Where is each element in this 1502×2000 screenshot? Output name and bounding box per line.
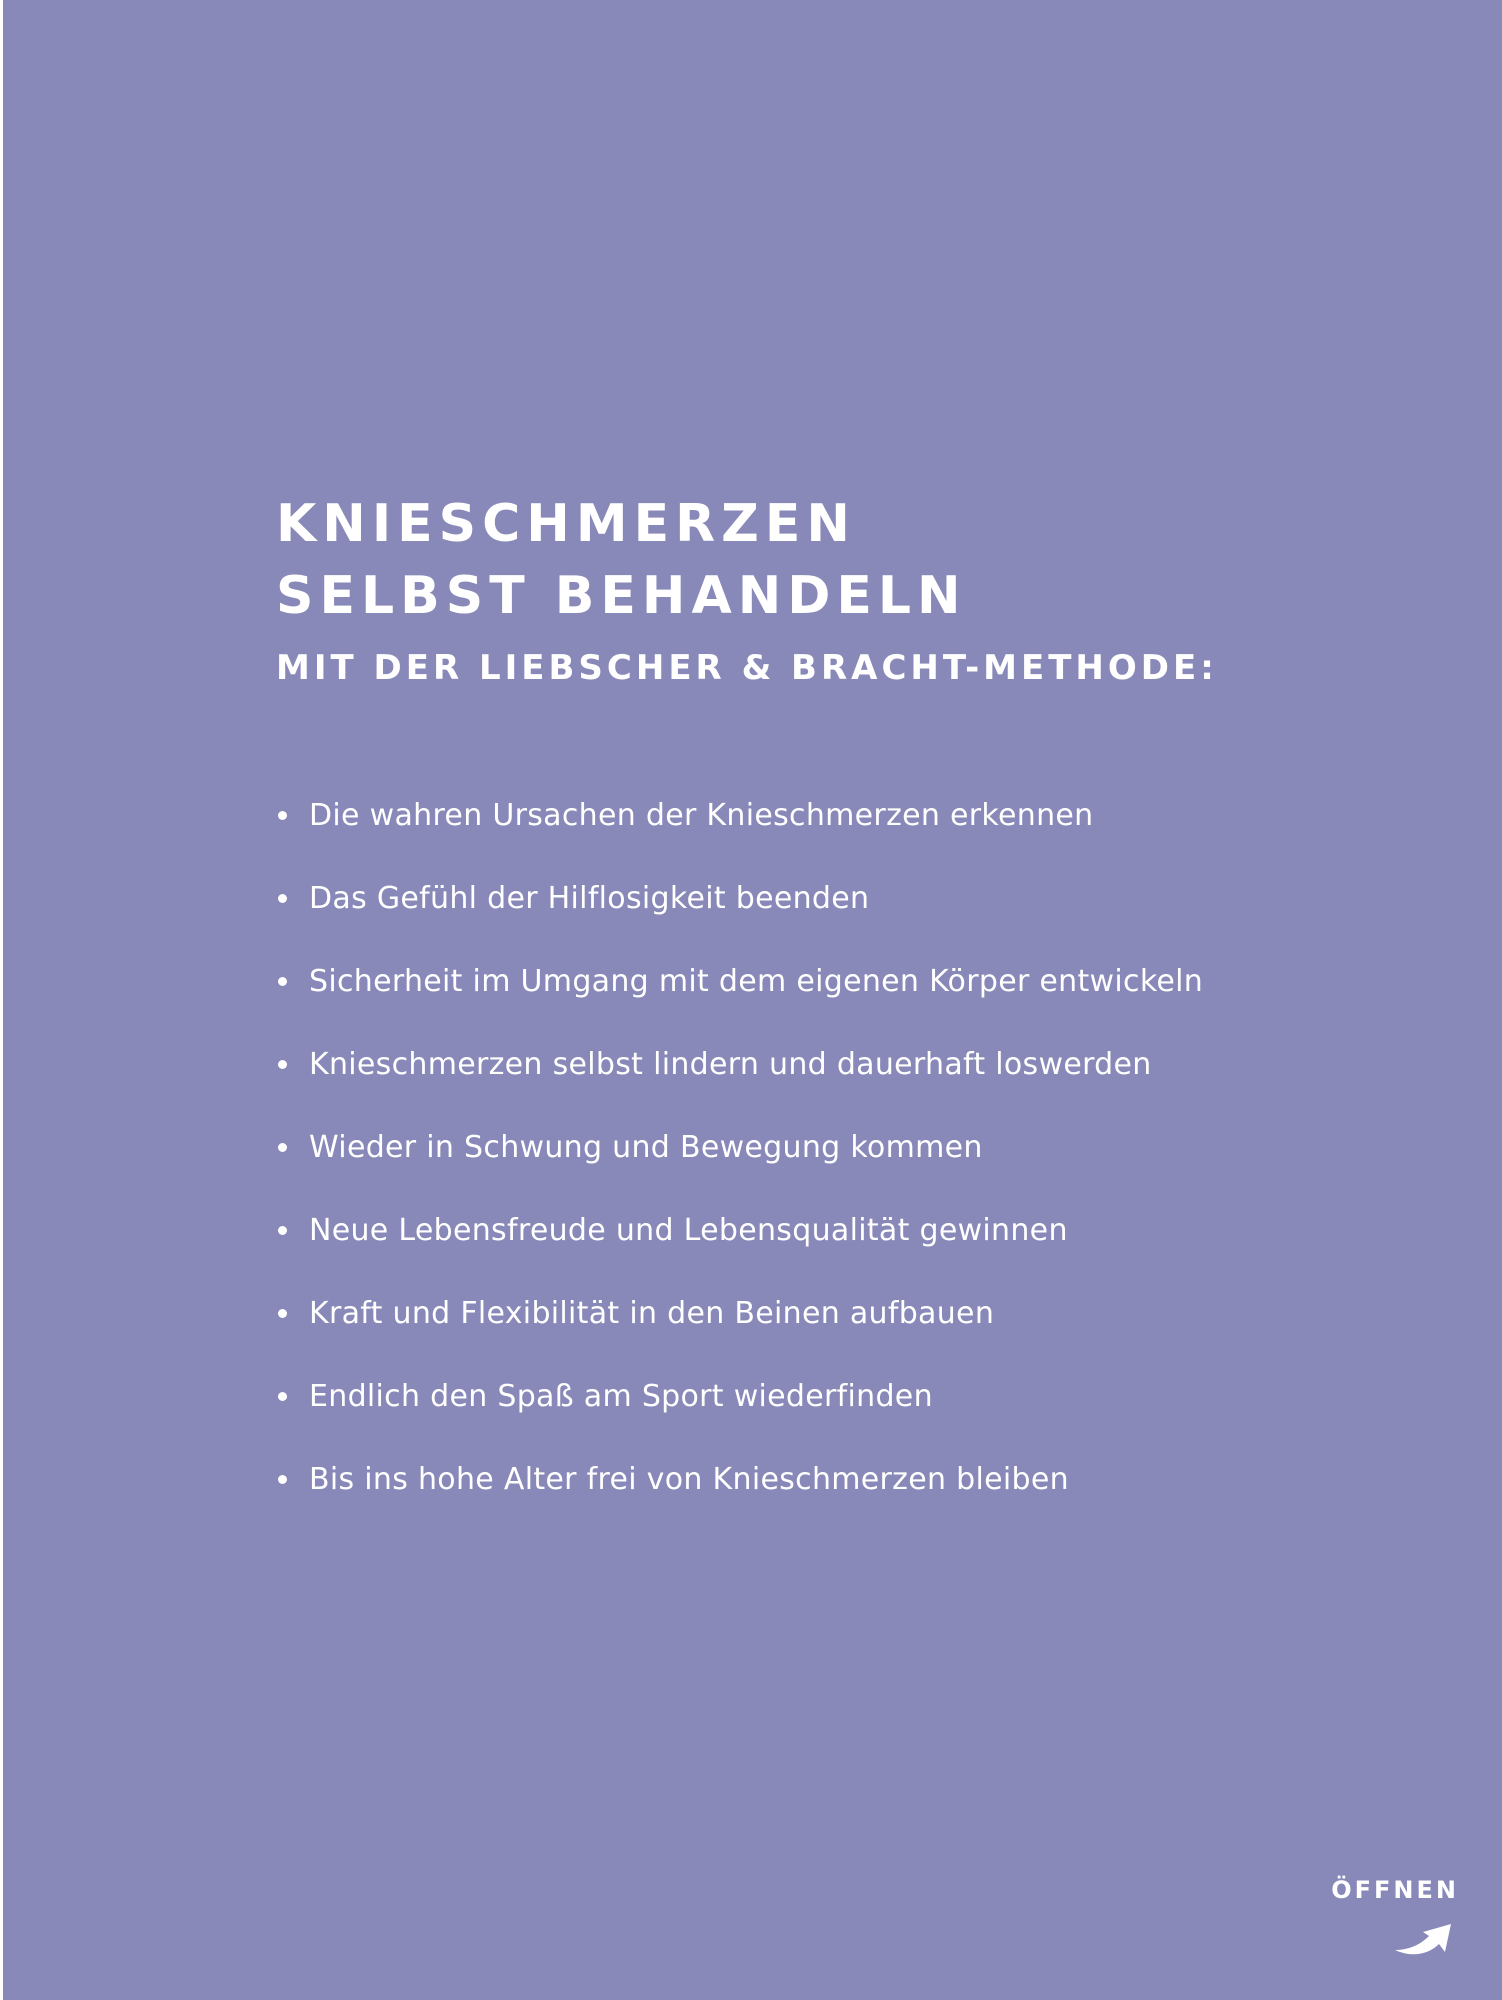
bullet-icon [278,1309,287,1318]
title-line-1: KNIESCHMERZEN [276,494,856,554]
bullet-icon [278,977,287,986]
list-item [276,1272,1336,1355]
list-item-text: Kraft und Flexibilität in den Beinen aufbauen [309,1295,995,1331]
title-line-2: SELBST BEHANDELN [276,566,967,626]
open-button[interactable] [1325,1876,1465,1966]
open-label: ÖFFNEN [1331,1876,1459,1904]
bullet-icon [278,811,287,820]
list-item-text: Knieschmerzen selbst lindern und dauerhaft loswerden [309,1046,1152,1082]
bullet-icon [278,1475,287,1484]
list-item [276,1355,1336,1438]
list-item [276,1189,1336,1272]
page-title [276,488,1336,632]
benefits-list [276,774,1336,1521]
list-item [276,1438,1336,1521]
list-item-text: Endlich den Spaß am Sport wiederfinden [309,1378,933,1414]
list-item [276,1023,1336,1106]
list-item-text: Das Gefühl der Hilflosigkeit beenden [309,880,870,916]
list-item [276,1106,1336,1189]
list-item-text: Die wahren Ursachen der Knieschmerzen erkennen [309,797,1094,833]
cover-content [276,488,1336,1497]
bullet-icon [278,1143,287,1152]
list-item [276,940,1336,1023]
list-item [276,774,1336,857]
subtitle: MIT DER LIEBSCHER & BRACHT-METHODE: [276,648,1218,688]
bullet-icon [278,894,287,903]
book-back-cover [3,0,1502,2000]
list-item [276,857,1336,940]
list-item-text: Bis ins hohe Alter frei von Knieschmerzen bleiben [309,1461,1069,1497]
list-item-text: Sicherheit im Umgang mit dem eigenen Körper entwickeln [309,963,1204,999]
bullet-icon [278,1392,287,1401]
curved-arrow-icon [1393,1920,1455,1960]
bullet-icon [278,1060,287,1069]
list-item-text: Wieder in Schwung und Bewegung kommen [309,1129,983,1165]
bullet-icon [278,1226,287,1235]
list-item-text: Neue Lebensfreude und Lebensqualität gewinnen [309,1212,1068,1248]
